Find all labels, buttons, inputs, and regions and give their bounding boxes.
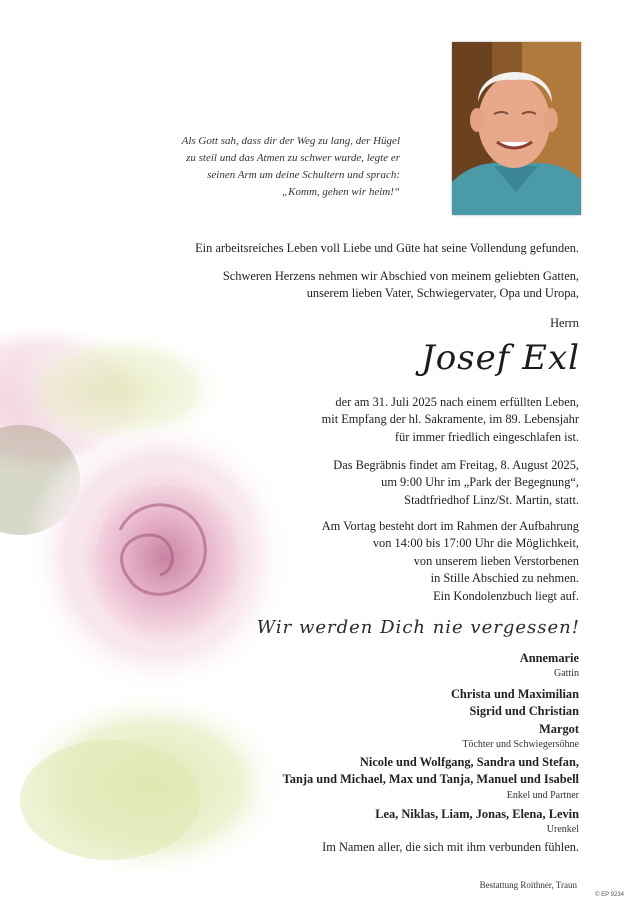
mourner-name: Sigrid und Christian [469, 704, 579, 719]
mourner-relation: Enkel und Partner [506, 789, 579, 801]
print-code: © EP 9234 [595, 892, 624, 898]
mourner-relation: Urenkel [546, 824, 579, 836]
portrait-image [452, 42, 581, 215]
mourner-relation: Gattin [554, 668, 579, 680]
mourner-name: Tanja und Michael, Max und Tanja, Manuel und Isabell [282, 772, 579, 787]
salutation: Herrn [550, 316, 579, 330]
intro-line: Ein arbeitsreiches Leben voll Liebe und Güte hat seine Vollendung gefunden. [195, 241, 579, 255]
intro-line: unserem lieben Vater, Schwiegervater, Opa und Uropa, [306, 286, 579, 301]
funeral-line: Das Begräbnis findet am Freitag, 8. August 2025, [333, 458, 579, 472]
viewing-line: von 14:00 bis 17:00 Uhr die Möglichkeit, [372, 536, 579, 551]
funeral-line: um 9:00 Uhr im „Park der Begegnung“, [381, 475, 579, 490]
viewing-line: von unserem lieben Verstorbenen [413, 553, 579, 568]
mourner-relation: Töchter und Schwiegersöhne [462, 739, 579, 751]
mourner-group [520, 650, 579, 681]
quote [150, 133, 400, 201]
mourner-name: Lea, Niklas, Liam, Jonas, Elena, Levin [375, 807, 579, 821]
funeral-line: Stadtfriedhof Linz/St. Martin, statt. [404, 492, 579, 507]
portrait-photo [452, 42, 581, 215]
intro-line: Schweren Herzens nehmen wir Abschied von meinem geliebten Gatten, [222, 269, 579, 283]
death-notice [322, 394, 579, 446]
quote-line: „Komm, gehen wir heim!“ [282, 186, 400, 198]
intro-text [195, 240, 579, 257]
viewing-line: Am Vortag besteht dort im Rahmen der Aufbahrung [321, 519, 579, 533]
viewing-line: Ein Kondolenzbuch liegt auf. [433, 588, 579, 603]
mourner-name: Nicole und Wolfgang, Sandra und Stefan, [359, 755, 579, 769]
mourner-group [375, 806, 579, 837]
intro-text-2 [223, 268, 579, 303]
death-notice-line: der am 31. Juli 2025 nach einem erfüllten Leben, [335, 395, 579, 409]
mourner-name: Annemarie [519, 651, 579, 665]
quote-line: seinen Arm um deine Schultern und sprach: [207, 169, 400, 181]
mourner-name: Christa und Maximilian [450, 687, 579, 701]
deceased-name: Josef Exl [421, 338, 580, 378]
quote-line: zu steil und das Atmen zu schwer wurde, legte er [186, 152, 400, 164]
death-notice-line: für immer friedlich eingeschlafen ist. [394, 429, 579, 444]
slogan: Wir werden Dich nie vergessen! [256, 617, 580, 638]
mourner-name: Margot [539, 721, 579, 736]
viewing-line: in Stille Abschied zu nehmen. [430, 571, 579, 586]
closing-line: Im Namen aller, die sich mit ihm verbunden fühlen. [322, 840, 579, 854]
death-notice-line: mit Empfang der hl. Sakramente, im 89. Lebensjahr [321, 412, 579, 427]
mourner-group [451, 686, 579, 752]
undertaker: Bestattung Roithner, Traun [479, 880, 577, 890]
mourner-group [283, 754, 579, 803]
quote-line: Als Gott sah, dass dir der Weg zu lang, der Hügel [181, 135, 400, 147]
viewing-info [322, 518, 579, 605]
funeral-info [333, 457, 579, 509]
